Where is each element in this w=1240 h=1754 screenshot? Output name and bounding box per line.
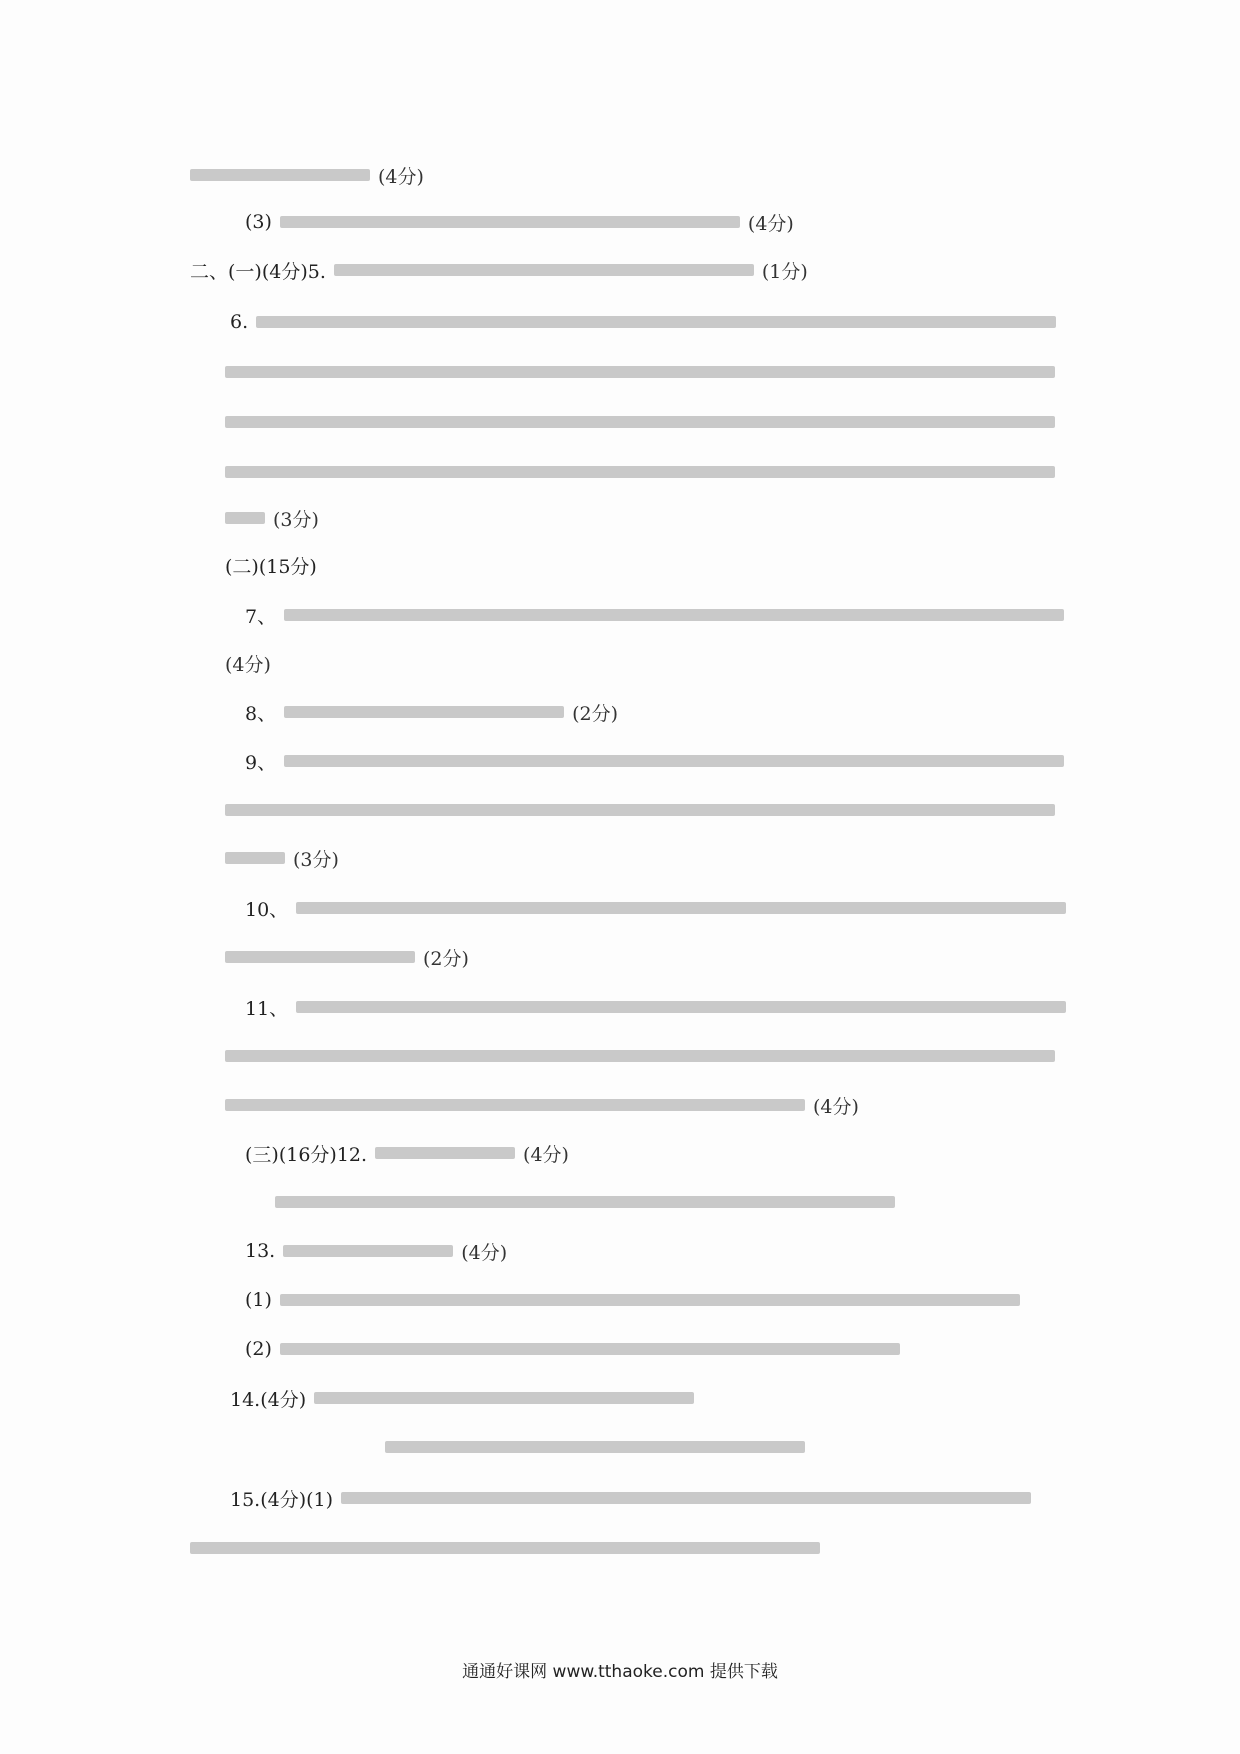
text-line (225, 357, 1055, 387)
text-line (245, 992, 1066, 1022)
section-heading (225, 550, 317, 580)
text-line (230, 1383, 694, 1413)
points-label: (4分) (813, 1095, 859, 1118)
text-line (245, 1285, 1020, 1315)
text-placeholder (283, 1245, 453, 1257)
text-placeholder (296, 1001, 1066, 1013)
text-line (245, 1334, 900, 1364)
text-line (385, 1432, 805, 1462)
text-line (225, 457, 1055, 487)
text-placeholder (225, 416, 1055, 428)
text-placeholder (225, 852, 285, 864)
points-label: (3分) (273, 508, 319, 531)
text-line (225, 1090, 859, 1120)
section-label: (二)(15分) (225, 555, 317, 578)
text-line (225, 843, 339, 873)
section-heading (245, 1138, 569, 1168)
item-label: 7、 (245, 605, 277, 628)
item-label: 13. (245, 1240, 276, 1262)
text-placeholder (225, 1099, 805, 1111)
item-label: 15.(4分)(1) (230, 1488, 334, 1511)
text-line (245, 600, 1064, 630)
text-placeholder (225, 1050, 1055, 1062)
item-label: 6. (230, 311, 249, 333)
text-placeholder (225, 951, 415, 963)
page-footer: 通通好课网 www.tthaoke.com 提供下载 (462, 1662, 778, 1682)
text-line (230, 307, 1056, 337)
text-placeholder (296, 902, 1066, 914)
text-line (225, 407, 1055, 437)
text-placeholder (385, 1441, 805, 1453)
item-label: (3) (245, 211, 272, 233)
item-label: (1) (245, 1289, 272, 1311)
item-label: 10、 (245, 898, 289, 921)
text-line (275, 1187, 895, 1217)
text-line (245, 893, 1066, 923)
text-placeholder (225, 512, 265, 524)
text-placeholder (284, 609, 1064, 621)
text-placeholder (225, 366, 1055, 378)
text-placeholder (280, 1343, 900, 1355)
text-line (245, 697, 618, 727)
text-line (245, 207, 794, 237)
points-label: (4分) (225, 653, 271, 676)
text-line (225, 942, 469, 972)
text-line (225, 795, 1055, 825)
points-label: (4分) (461, 1241, 508, 1264)
text-placeholder (280, 216, 740, 228)
text-line (190, 1533, 820, 1563)
text-line (225, 648, 271, 678)
section-heading (190, 255, 808, 285)
text-line (225, 503, 319, 533)
item-label: 11、 (245, 997, 289, 1020)
text-placeholder (284, 755, 1064, 767)
section-label: 二、(一)(4分)5. (190, 260, 326, 283)
text-line (245, 1236, 507, 1266)
points-label: (4分) (523, 1143, 569, 1166)
text-placeholder (190, 1542, 820, 1554)
text-placeholder (256, 316, 1056, 328)
points-label: (1分) (761, 260, 808, 283)
text-placeholder (225, 466, 1055, 478)
item-label: 14.(4分) (230, 1388, 307, 1411)
text-placeholder (284, 706, 564, 718)
text-line (190, 160, 424, 190)
item-label: (2) (245, 1338, 272, 1360)
text-placeholder (190, 169, 370, 181)
text-placeholder (225, 804, 1055, 816)
points-label: (4分) (378, 165, 424, 188)
text-placeholder (375, 1147, 515, 1159)
text-placeholder (314, 1392, 694, 1404)
text-placeholder (341, 1492, 1031, 1504)
text-line (230, 1483, 1031, 1513)
text-line (245, 746, 1064, 776)
points-label: (3分) (293, 848, 339, 871)
points-label: (2分) (572, 702, 619, 725)
points-label: (4分) (747, 212, 794, 235)
text-placeholder (280, 1294, 1020, 1306)
item-label: 8、 (245, 702, 277, 725)
item-label: 9、 (245, 751, 277, 774)
section-label: (三)(16分)12. (245, 1143, 368, 1166)
text-placeholder (275, 1196, 895, 1208)
points-label: (2分) (423, 947, 469, 970)
text-placeholder (334, 264, 754, 276)
text-line (225, 1041, 1055, 1071)
